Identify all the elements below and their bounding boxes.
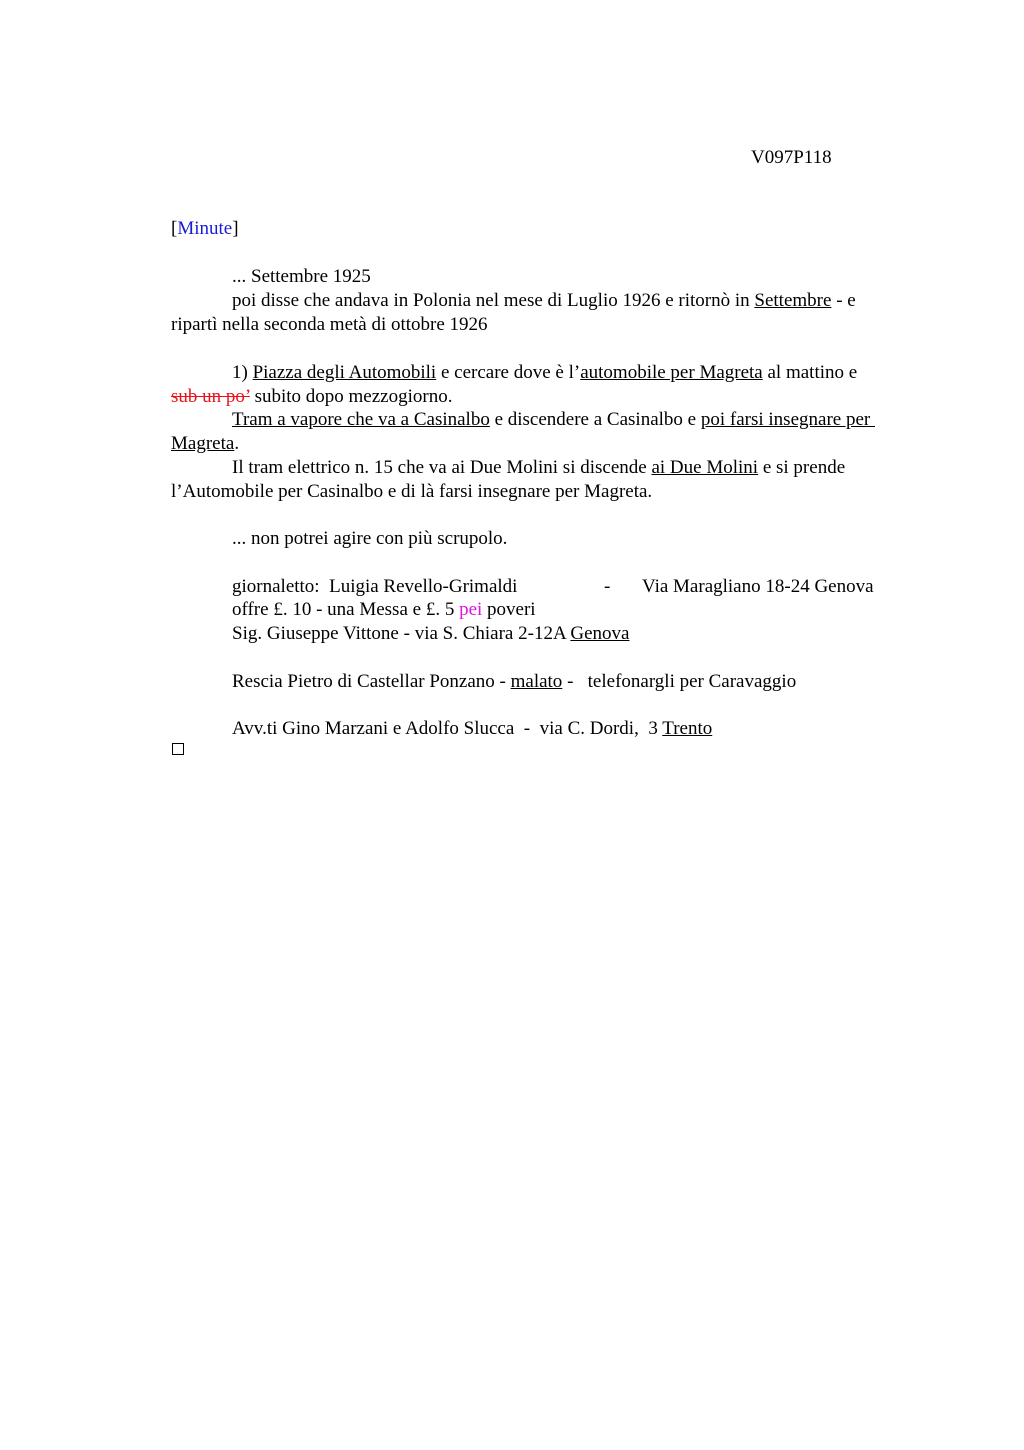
- date-line: ... Settembre 1925: [232, 266, 371, 287]
- return-line: ripartì nella seconda metà di ottobre 1926: [171, 314, 488, 335]
- avvocati-line: [232, 717, 712, 741]
- bracket-close: ]: [232, 218, 239, 239]
- giornaletto-name: giornaletto: Luigia Revello-Grimaldi: [232, 576, 518, 597]
- underlined-malato: malato: [510, 671, 563, 692]
- text-segment: e si prende: [758, 457, 846, 478]
- vittone-line: [232, 622, 629, 646]
- giornaletto-dash: -: [604, 576, 611, 597]
- text-segment: e cercare dove è l’: [436, 362, 581, 383]
- offer-line: [232, 598, 536, 622]
- text-segment: poveri: [482, 599, 536, 620]
- underlined-magreta: Magreta: [171, 433, 235, 454]
- text-segment: Sig. Giuseppe Vittone - via S. Chiara 2-12A: [232, 623, 571, 644]
- text-segment: subito dopo mezzogiorno.: [249, 386, 453, 407]
- underlined-tram-vapore: Tram a vapore che va a Casinalbo: [232, 409, 490, 430]
- text-segment: Rescia Pietro di Castellar Ponzano -: [232, 671, 511, 692]
- underlined-due-molini: ai Due Molini: [651, 457, 759, 478]
- text-segment: .: [234, 433, 240, 454]
- directions-line-4: [171, 432, 239, 456]
- directions-line-5: [232, 456, 845, 480]
- section-label-minute: Minute: [177, 218, 233, 239]
- document-code: V097P118: [751, 147, 832, 168]
- rescia-line: [232, 670, 796, 694]
- underlined-settembre: Settembre: [754, 290, 832, 311]
- text-segment: Il tram elettrico n. 15 che va ai Due Molini si discende: [232, 457, 652, 478]
- section-heading: [171, 217, 239, 241]
- underlined-trento: Trento: [662, 718, 713, 739]
- bracket-open: [: [171, 218, 178, 239]
- underlined-automobile: automobile per Magreta: [580, 362, 763, 383]
- giornaletto-address: Via Maragliano 18-24 Genova: [642, 576, 874, 597]
- text-segment: 1): [232, 362, 253, 383]
- highlight-pei: pei: [459, 599, 483, 620]
- directions-line-2: [171, 385, 452, 409]
- underlined-piazza: Piazza degli Automobili: [252, 362, 437, 383]
- text-segment: poi disse che andava in Polonia nel mese di Luglio 1926 e ritornò in: [232, 290, 755, 311]
- text-segment: Avv.ti Gino Marzani e Adolfo Slucca - via C. Dordi, 3: [232, 718, 663, 739]
- checkbox-icon[interactable]: [172, 743, 184, 755]
- directions-line-1: [232, 361, 857, 385]
- text-segment: - telefonargli per Caravaggio: [562, 671, 797, 692]
- underlined-genova: Genova: [570, 623, 630, 644]
- scruple-line: ... non potrei agire con più scrupolo.: [232, 528, 508, 549]
- text-segment: offre £. 10 - una Messa e £. 5: [232, 599, 460, 620]
- directions-line-6: l’Automobile per Casinalbo e di là farsi insegnare per Magreta.: [171, 481, 653, 502]
- struck-text: sub un po’: [171, 386, 250, 407]
- text-segment: al mattino e: [762, 362, 858, 383]
- directions-line-3: [232, 408, 875, 432]
- underlined-poi-farsi: poi farsi insegnare per: [700, 409, 875, 430]
- text-segment: - e: [831, 290, 856, 311]
- text-segment: e discendere a Casinalbo e: [489, 409, 701, 430]
- poland-line: [232, 289, 856, 313]
